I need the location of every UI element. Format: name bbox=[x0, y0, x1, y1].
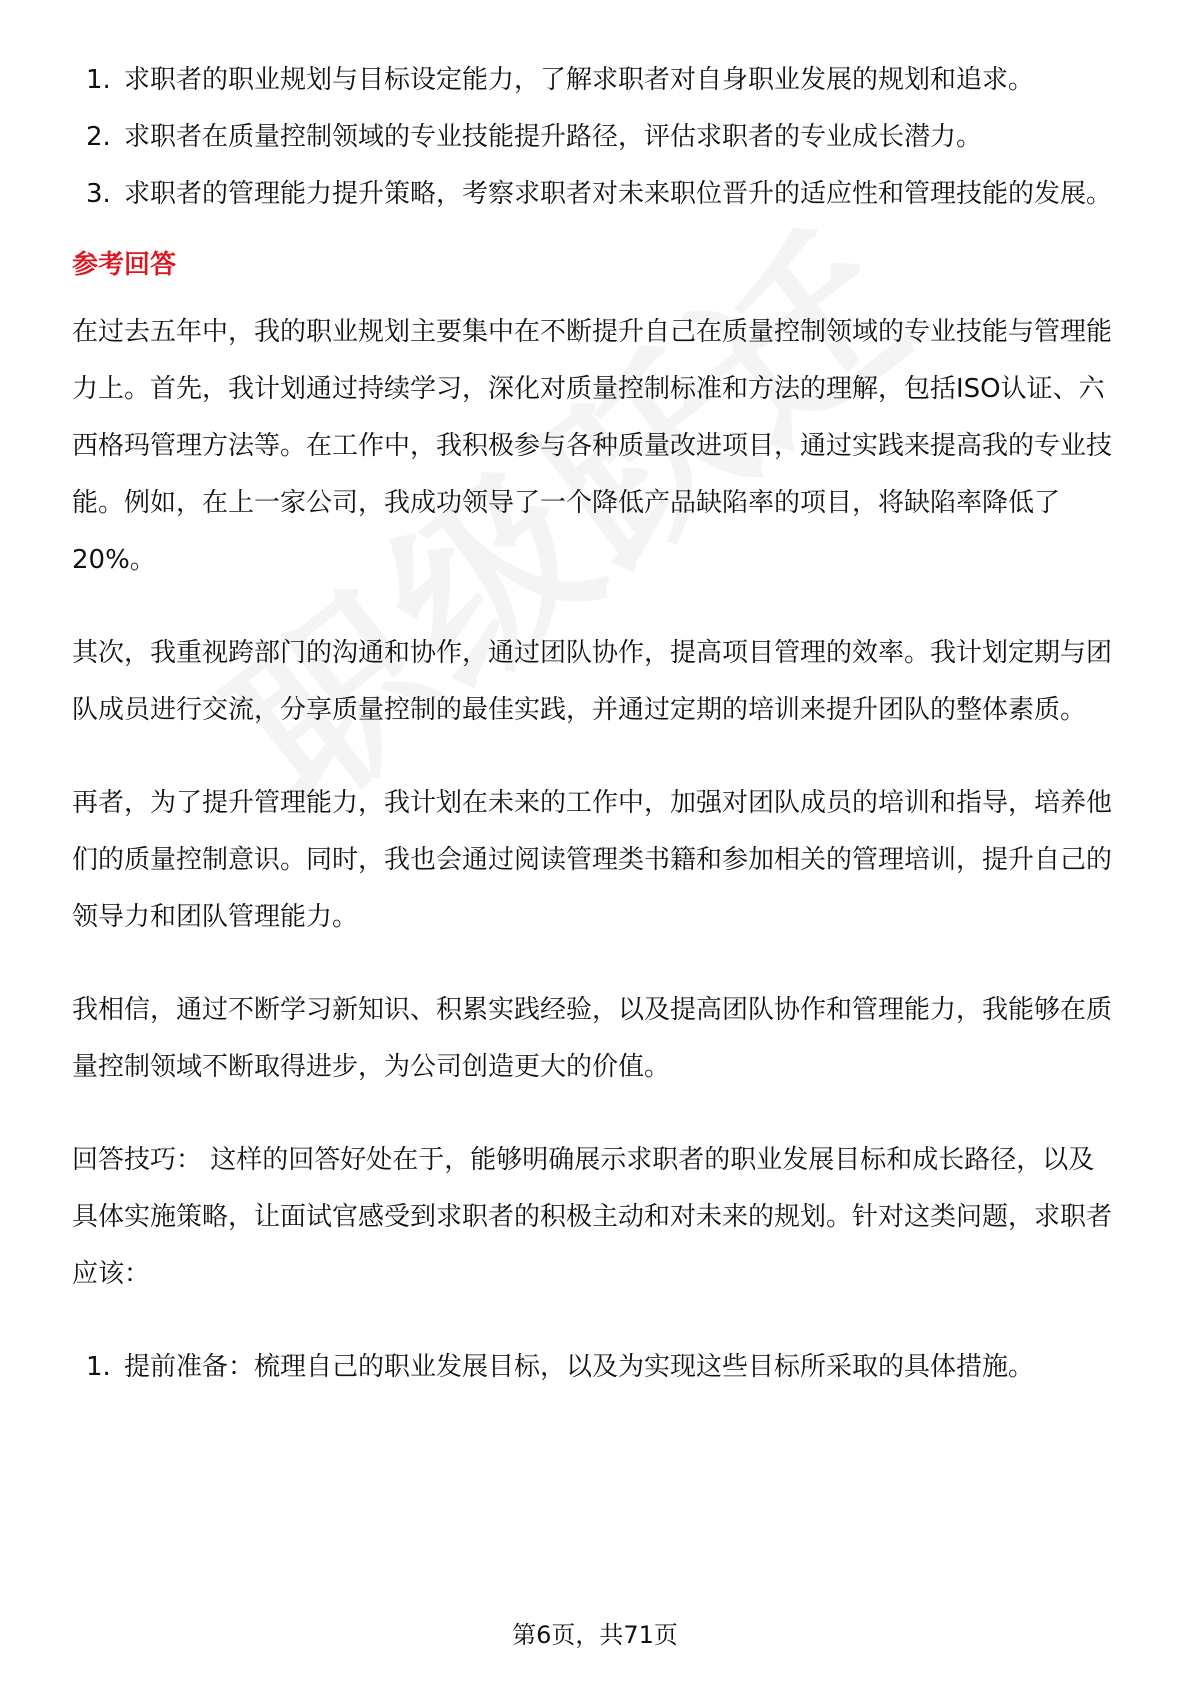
evaluation-points-list bbox=[72, 52, 1118, 223]
page-content bbox=[72, 52, 1118, 1396]
answer-paragraph: 我相信，通过不断学习新知识、积累实践经验，以及提高团队协作和管理能力，我能够在质量控制领域不断取得进步，为公司创造更大的价值。 bbox=[72, 995, 1113, 1082]
answer-paragraph: 在过去五年中，我的职业规划主要集中在不断提升自己在质量控制领域的专业技能与管理能力上。首先，我计划通过持续学习，深化对质量控制标准和方法的理解，包括ISO认证、六西格玛管理方法等。在工作中，我积极参与各种质量改进项目，通过实践来提高我的专业技能。例如，在上一家公司，我成功领导了一个降低产品缺陷率的项目，将缺陷率降低了20%。 bbox=[72, 317, 1113, 575]
list-item-text: 求职者的管理能力提升策略，考察求职者对未来职位晋升的适应性和管理技能的发展。 bbox=[124, 179, 1113, 209]
answer-tips-paragraph: 回答技巧： 这样的回答好处在于，能够明确展示求职者的职业发展目标和成长路径，以及具体实施策略，让面试官感受到求职者的积极主动和对未来的规划。针对这类问题，求职者应该： bbox=[72, 1145, 1113, 1289]
list-item bbox=[72, 52, 1118, 109]
list-item-number: 1. bbox=[86, 1352, 111, 1382]
list-item-text: 提前准备：梳理自己的职业发展目标，以及为实现这些目标所采取的具体措施。 bbox=[124, 1352, 1035, 1382]
page-number-footer: 第6页，共71页 bbox=[512, 1621, 678, 1649]
list-item-number: 1. bbox=[86, 65, 111, 95]
list-item-number: 2. bbox=[86, 122, 111, 152]
list-item bbox=[72, 1339, 1118, 1396]
list-item bbox=[72, 166, 1118, 223]
list-item-text: 求职者在质量控制领域的专业技能提升路径，评估求职者的专业成长潜力。 bbox=[124, 122, 983, 152]
answer-paragraph: 其次，我重视跨部门的沟通和协作，通过团队协作，提高项目管理的效率。我计划定期与团队成员进行交流，分享质量控制的最佳实践，并通过定期的培训来提升团队的整体素质。 bbox=[72, 638, 1113, 725]
list-item bbox=[72, 109, 1118, 166]
list-item-number: 3. bbox=[86, 179, 111, 209]
list-item-text: 求职者的职业规划与目标设定能力，了解求职者对自身职业发展的规划和追求。 bbox=[124, 65, 1035, 95]
tips-list bbox=[72, 1339, 1118, 1396]
section-title: 参考回答 bbox=[72, 250, 177, 280]
answer-paragraph: 再者，为了提升管理能力，我计划在未来的工作中，加强对团队成员的培训和指导，培养他们的质量控制意识。同时，我也会通过阅读管理类书籍和参加相关的管理培训，提升自己的领导力和团队管理能力。 bbox=[72, 788, 1113, 932]
